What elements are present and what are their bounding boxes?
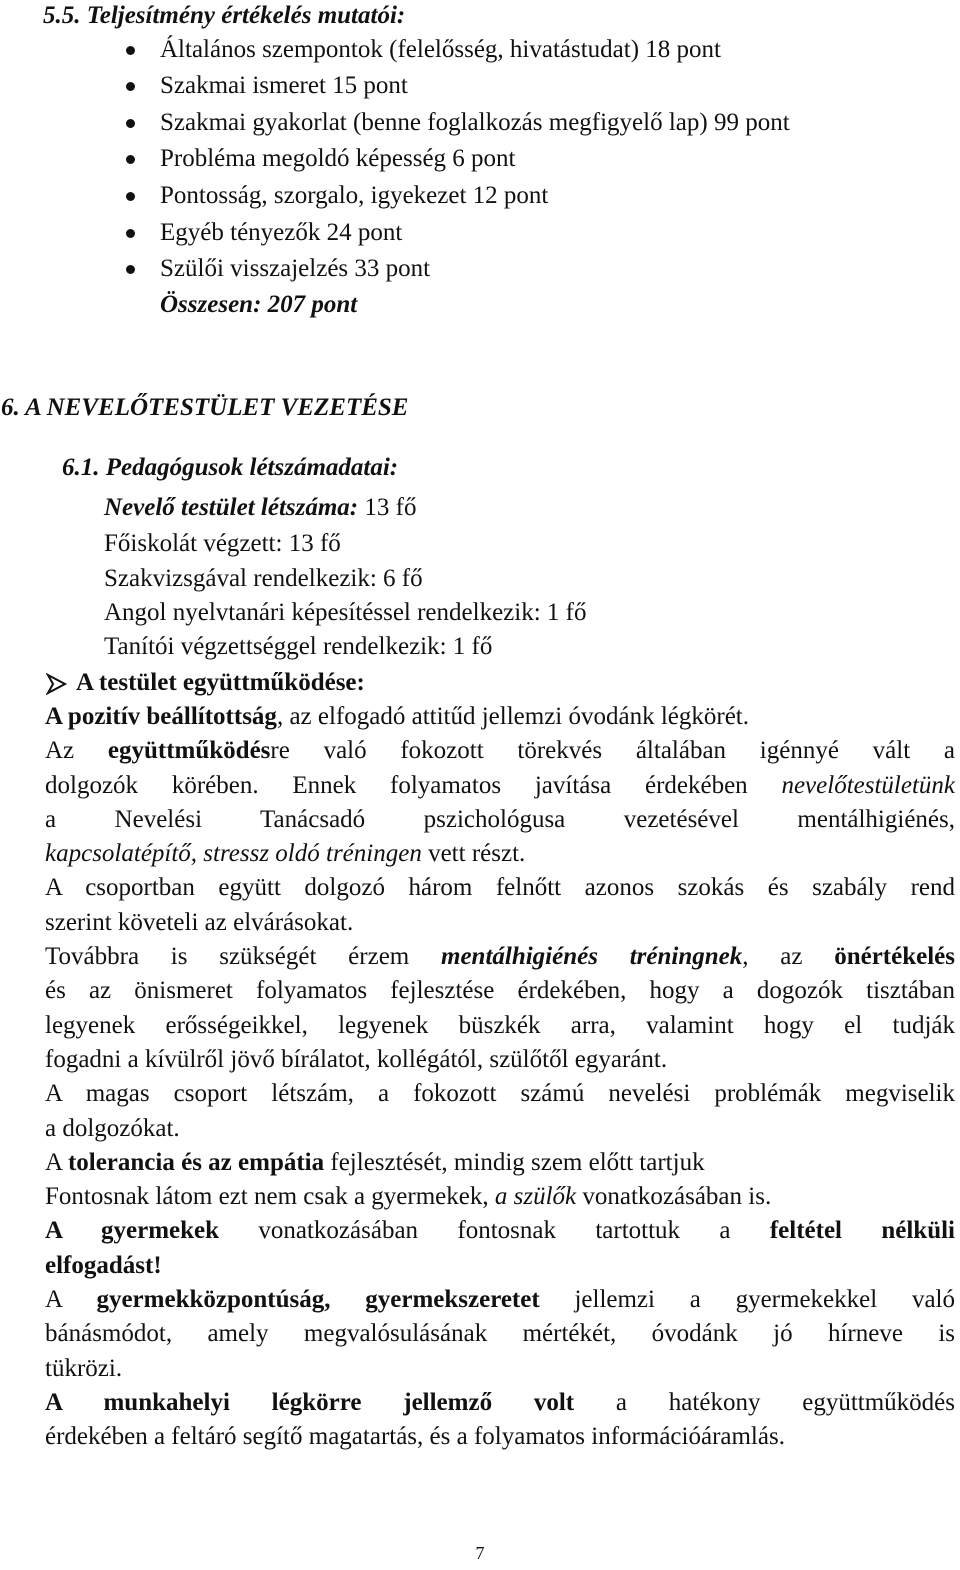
- staff-line: Angol nyelvtanári képesítéssel rendelkezik: 1 fő: [104, 599, 587, 626]
- staff-line: Szakvizsgával rendelkezik: 6 fő: [104, 565, 423, 592]
- text-line: bánásmódot, amely megvalósulásának mértékét, óvodánk jó hírneve is: [45, 1320, 955, 1348]
- text-line: A gyermekközpontúság, gyermekszeretet jellemzi a gyermekekkel való: [45, 1286, 955, 1314]
- text-line: a dolgozókat.: [45, 1114, 180, 1142]
- text-line: Továbbra is szükségét érzem mentálhigiénés tréningnek, az önértékelés: [45, 943, 955, 971]
- list-item: Egyéb tényezők 24 pont: [160, 219, 403, 246]
- text-line: szerint követeli az elvárásokat.: [45, 908, 354, 936]
- staff-count: [104, 493, 416, 523]
- text-line: A csoportban együtt dolgozó három felnőtt azonos szokás és szabály rend: [45, 874, 955, 902]
- arrow-bullet-icon: [46, 672, 68, 696]
- text-line: Az együttműködésre való fokozott törekvés általában igénnyé vált a: [45, 737, 955, 765]
- cooperation-body: [45, 700, 955, 1455]
- text-line: A gyermekek vonatkozásában fontosnak tartottuk a feltétel nélküli: [45, 1217, 955, 1245]
- staff-line: Tanítói végzettséggel rendelkezik: 1 fő: [104, 633, 493, 660]
- text-line: fogadni a kívülről jövő bírálatot, kollégától, szülőtől egyaránt.: [45, 1045, 668, 1073]
- text-line: érdekében a feltáró segítő magatartás, és a folyamatos információáramlás.: [45, 1423, 785, 1451]
- text-line: kapcsolatépítő, stressz oldó tréningen vett részt.: [45, 840, 526, 868]
- text-line: elfogadást!: [45, 1251, 162, 1279]
- text-line: és az önismeret folyamatos fejlesztése érdekében, hogy a dogozók tisztában: [45, 977, 955, 1005]
- list-item: Probléma megoldó képesség 6 pont: [160, 145, 516, 172]
- staff-count-value: 13 fő: [358, 494, 417, 521]
- bullet-icon: [126, 46, 135, 55]
- bullet-icon: [126, 155, 135, 164]
- text-line: A munkahelyi légkörre jellemző volt a hatékony együttműködés: [45, 1388, 955, 1416]
- text-line: A tolerancia és az empátia fejlesztését, mindig szem előtt tartjuk: [45, 1148, 705, 1176]
- section-5-5-title: 5.5. Teljesítmény értékelés mutatói:: [43, 2, 406, 29]
- text-line: A pozitív beállítottság, az elfogadó attitűd jellemzi óvodánk légkörét.: [45, 703, 749, 730]
- list-item: Szülői visszajelzés 33 pont: [160, 255, 431, 282]
- text-line: tükrözi.: [45, 1354, 123, 1382]
- staff-line: Főiskolát végzett: 13 fő: [104, 530, 341, 557]
- text-line: A magas csoport létszám, a fokozott számú nevelési problémák megviselik: [45, 1080, 955, 1108]
- cooperation-heading: A testület együttműködése:: [76, 669, 365, 696]
- list-item: Általános szempontok (felelősség, hivatástudat) 18 pont: [160, 36, 721, 63]
- bullet-icon: [126, 192, 135, 201]
- list-item: Pontosság, szorgalo, igyekezet 12 pont: [160, 182, 549, 209]
- list-item: Szakmai gyakorlat (benne foglalkozás megfigyelő lap) 99 pont: [160, 109, 790, 136]
- staff-count-label: Nevelő testület létszáma:: [104, 494, 359, 521]
- bullet-icon: [126, 82, 135, 91]
- text-line: Fontosnak látom ezt nem csak a gyermekek, a szülők vonatkozásában is.: [45, 1183, 772, 1211]
- list-item: Szakmai ismeret 15 pont: [160, 72, 408, 99]
- bullet-icon: [126, 229, 135, 238]
- bullet-icon: [126, 265, 135, 274]
- text-line: legyenek erősségeikkel, legyenek büszkék arra, valamint hogy el tudják: [45, 1011, 955, 1039]
- bullet-icon: [126, 119, 135, 128]
- section-6-title: 6. A NEVELŐTESTÜLET VEZETÉSE: [1, 394, 409, 421]
- text-line: a Nevelési Tanácsadó pszichológusa vezetésével mentálhigiénés,: [45, 805, 955, 833]
- section-6-1-title: 6.1. Pedagógusok létszámadatai:: [62, 454, 399, 481]
- page-number: 7: [475, 1543, 485, 1563]
- text-line: dolgozók körében. Ennek folyamatos javítása érdekében nevelőtestületünk: [45, 771, 955, 799]
- total-points: Összesen: 207 pont: [160, 291, 358, 318]
